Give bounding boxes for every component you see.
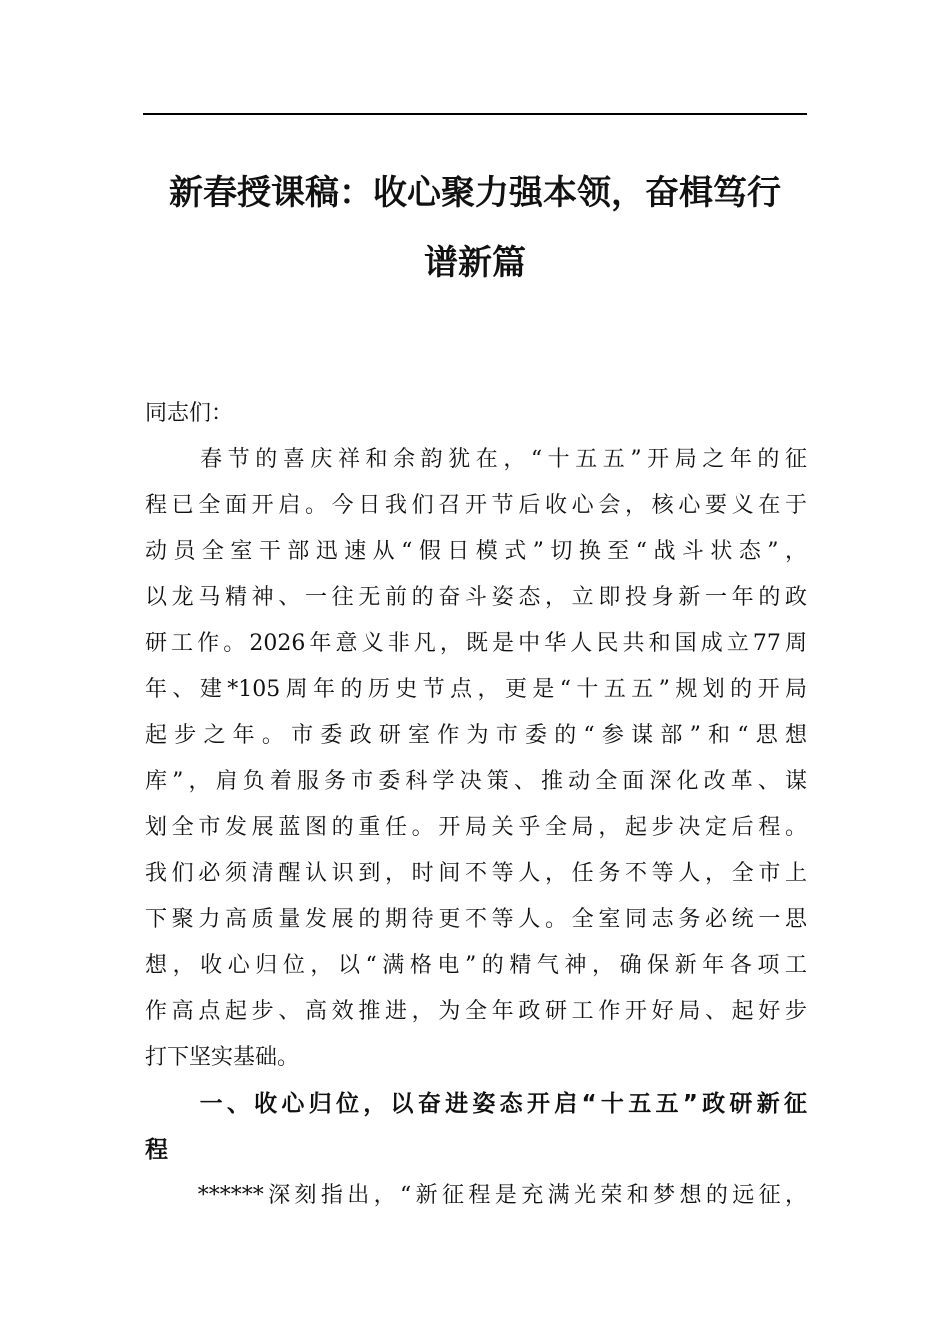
body-line: ******深刻指出，“新征程是充满光荣和梦想的远征， [145,1183,807,1208]
document-title [143,158,807,298]
body-line: 程已全面开启。今日我们召开节后收心会，核心要义在于 [145,493,807,518]
body-line: 下聚力高质量发展的期待更不等人。全室同志务必统一思 [145,907,807,932]
body-line: 打下坚实基础。 [145,1045,300,1070]
section-heading-1 [145,1081,807,1173]
body-line: 我们必须清醒认识到，时间不等人，任务不等人，全市上 [145,861,807,886]
title-line: 谱新篇 [424,243,526,283]
salutation-line: 同志们： [145,401,234,426]
heading-line: 程 [145,1137,168,1163]
body-line: 库”，肩负着服务市委科学决策、推动全面深化改革、谋 [145,769,807,794]
body-line: 研工作。2026年意义非凡，既是中华人民共和国成立77周 [145,631,807,656]
document-body [145,391,807,1219]
body-line: 动员全室干部迅速从“假日模式”切换至“战斗状态”， [145,539,807,564]
salutation [145,391,807,437]
header-rule [143,113,807,115]
body-line: 划全市发展蓝图的重任。开局关乎全局，起步决定后程。 [145,815,807,840]
body-line: 年、建*105周年的历史节点，更是“十五五”规划的开局 [145,677,807,702]
body-line: 春节的喜庆祥和余韵犹在，“十五五”开局之年的征 [145,447,807,472]
paragraph-1 [145,437,807,1081]
body-line: 起步之年。市委政研室作为市委的“参谋部”和“思想 [145,723,807,748]
heading-line: 一、收心归位，以奋进姿态开启“十五五”政研新征 [145,1091,807,1117]
paragraph-2 [145,1173,807,1219]
body-line: 作高点起步、高效推进，为全年政研工作开好局、起好步 [145,999,807,1024]
title-line: 新春授课稿：收心聚力强本领，奋楫笃行 [169,173,781,213]
body-line: 以龙马精神、一往无前的奋斗姿态，立即投身新一年的政 [145,585,807,610]
body-line: 想，收心归位，以“满格电”的精气神，确保新年各项工 [145,953,807,978]
